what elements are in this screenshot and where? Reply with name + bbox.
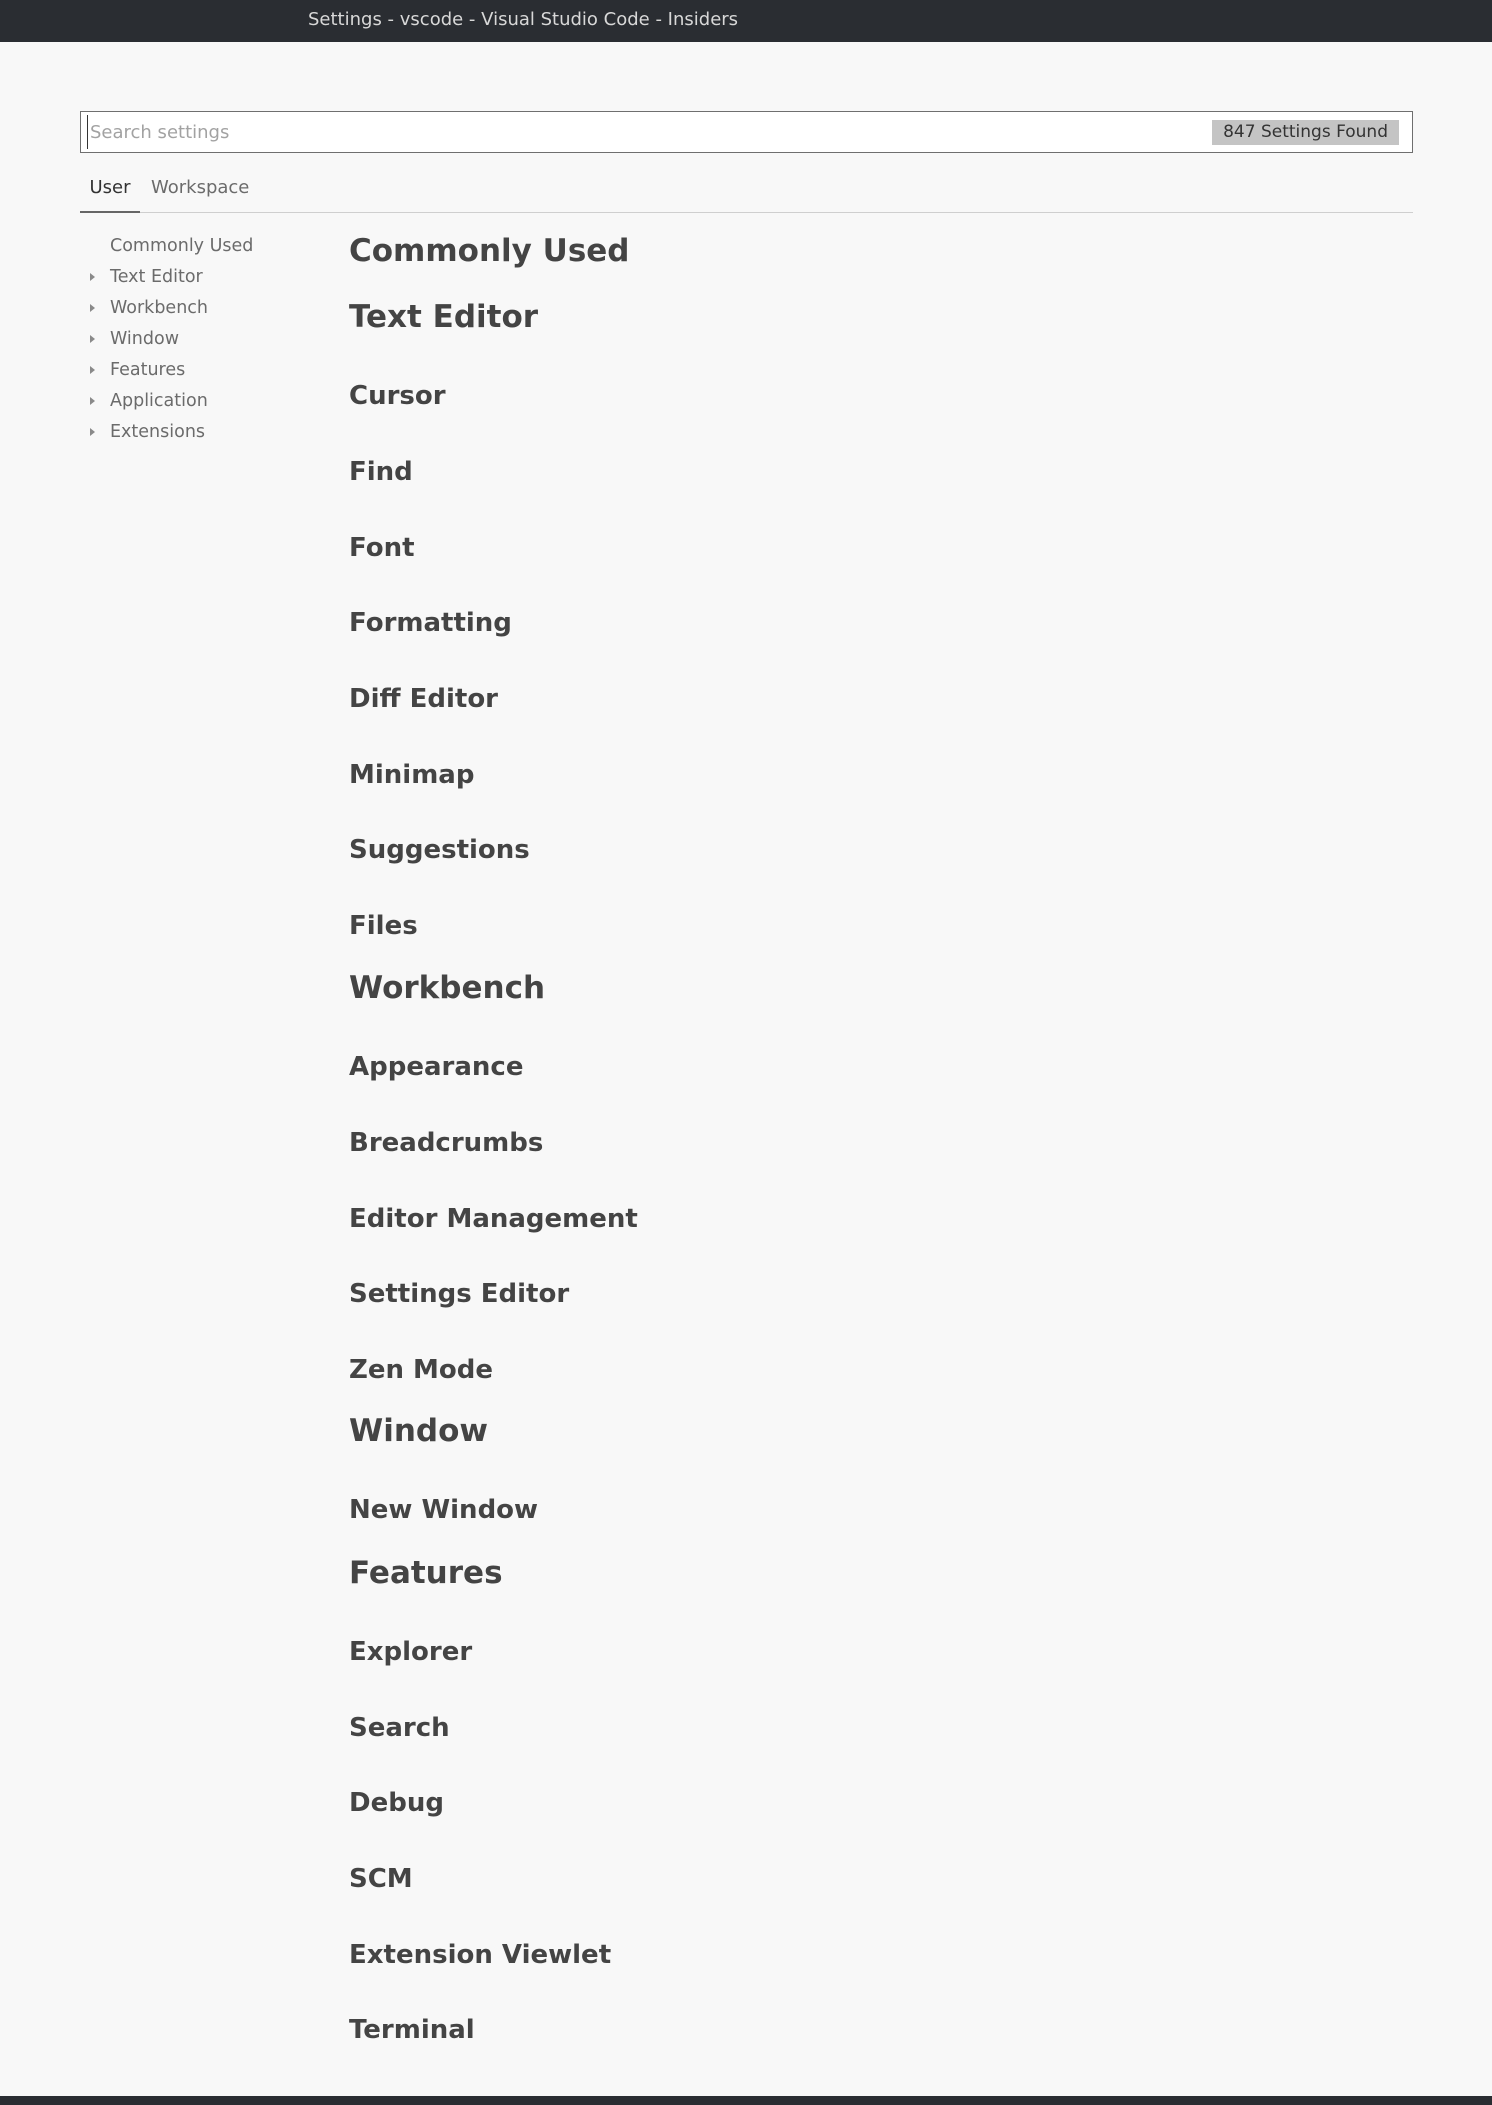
window-title-bar <box>0 0 1492 42</box>
search-settings-input[interactable] <box>87 115 1187 149</box>
settings-toc <box>80 231 320 448</box>
section-heading: Text Editor <box>349 299 539 335</box>
subsection-heading: Font <box>349 533 415 563</box>
chevron-right-icon <box>90 335 95 343</box>
chevron-right-icon <box>90 304 95 312</box>
subsection-heading: Editor Management <box>349 1204 638 1234</box>
toc-item-extensions[interactable] <box>80 417 320 448</box>
subsection-heading: SCM <box>349 1864 413 1894</box>
subsection-heading: Settings Editor <box>349 1279 570 1309</box>
toc-item-label: Window <box>110 329 180 349</box>
tab-workspace[interactable]: Workspace <box>151 177 250 198</box>
subsection-heading: Extension Viewlet <box>349 1940 612 1970</box>
subsection-heading: Suggestions <box>349 835 530 865</box>
search-box[interactable] <box>80 111 1413 153</box>
chevron-right-icon <box>90 428 95 436</box>
subsection-heading: Formatting <box>349 608 512 638</box>
toc-item-label: Text Editor <box>110 267 203 287</box>
chevron-right-icon <box>90 366 95 374</box>
toc-item-application[interactable] <box>80 386 320 417</box>
subsection-heading: Search <box>349 1713 450 1743</box>
toc-item-commonly-used[interactable] <box>80 231 320 262</box>
toc-item-features[interactable] <box>80 355 320 386</box>
chevron-right-icon <box>90 397 95 405</box>
section-heading: Commonly Used <box>349 233 630 269</box>
toc-item-label: Application <box>110 391 208 411</box>
subsection-heading: New Window <box>349 1495 539 1525</box>
section-heading: Workbench <box>349 970 546 1006</box>
subsection-heading: Zen Mode <box>349 1355 494 1385</box>
toc-item-label: Features <box>110 360 186 380</box>
toc-item-label: Commonly Used <box>110 236 254 256</box>
toc-item-text-editor[interactable] <box>80 262 320 293</box>
subsection-heading: Files <box>349 911 418 941</box>
scope-tabs <box>80 168 1413 213</box>
subsection-heading: Appearance <box>349 1052 524 1082</box>
toc-item-workbench[interactable] <box>80 293 320 324</box>
subsection-heading: Breadcrumbs <box>349 1128 544 1158</box>
window-title: Settings - vscode - Visual Studio Code - Insiders <box>308 9 739 30</box>
toc-item-label: Extensions <box>110 422 206 442</box>
status-bar <box>0 2096 1492 2105</box>
subsection-heading: Find <box>349 457 413 487</box>
subsection-heading: Explorer <box>349 1637 473 1667</box>
subsection-heading: Diff Editor <box>349 684 499 714</box>
subsection-heading: Cursor <box>349 381 446 411</box>
tab-user[interactable]: User <box>80 168 140 213</box>
chevron-right-icon <box>90 273 95 281</box>
settings-count-badge: 847 Settings Found <box>1212 120 1399 145</box>
subsection-heading: Minimap <box>349 760 475 790</box>
section-heading: Window <box>349 1413 489 1449</box>
subsection-heading: Terminal <box>349 2015 475 2045</box>
section-heading: Features <box>349 1555 503 1591</box>
toc-item-window[interactable] <box>80 324 320 355</box>
toc-item-label: Workbench <box>110 298 208 318</box>
subsection-heading: Debug <box>349 1788 444 1818</box>
